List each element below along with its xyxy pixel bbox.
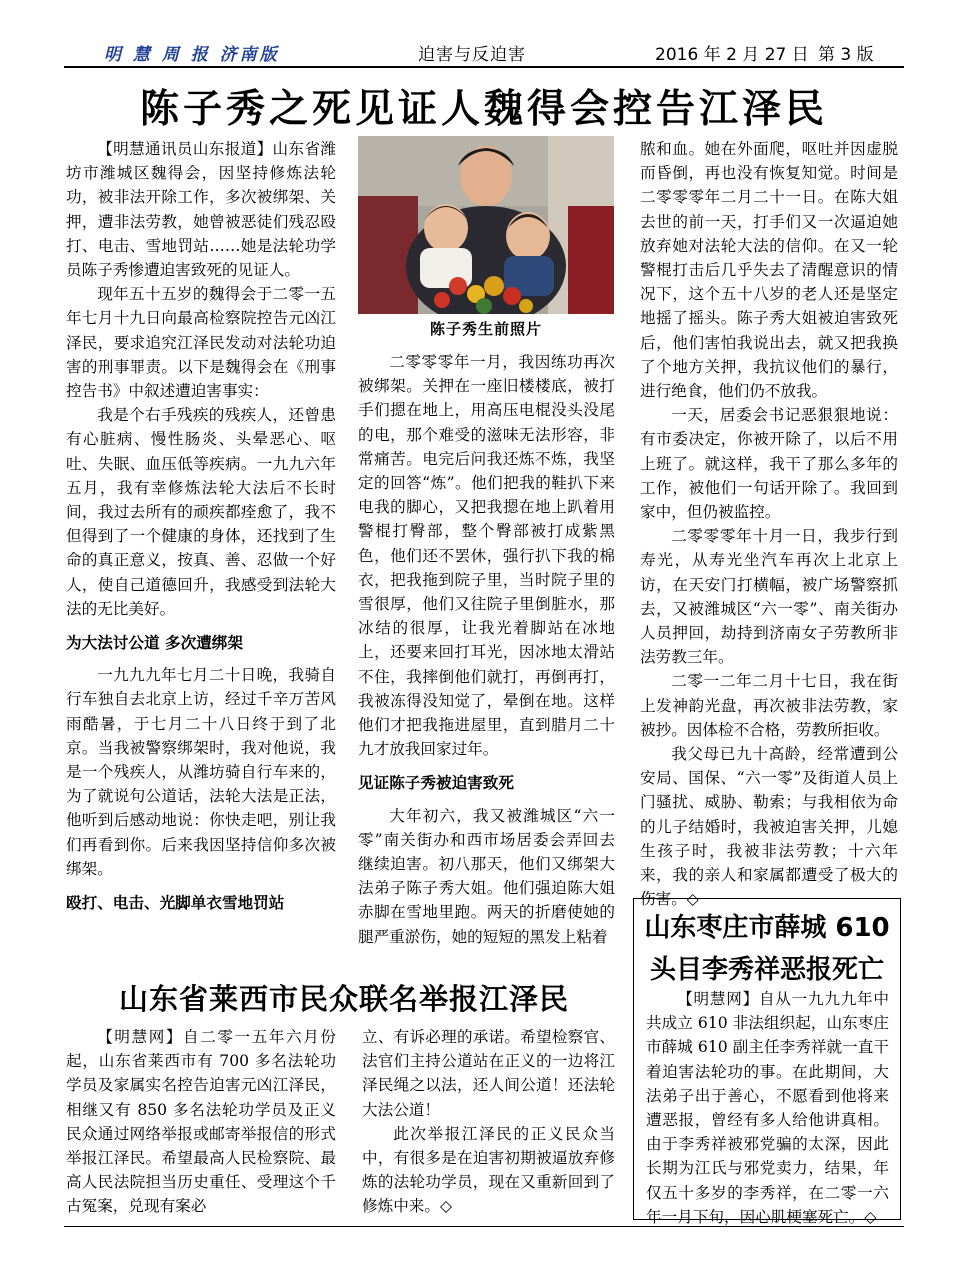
paragraph: 【明慧网】自二零一五年六月份起，山东省莱西市有 700 多名法轮功学员及家属实名控告迫害元凶江泽民，相继又有 850 多名法轮功学员及正义民众通过网络举报或邮寄举报信的形式举报江泽民。希望最高人民检察院、最高人民法院担当历史重任、受理这个千古冤案，兑现有案必	[66, 1028, 336, 1216]
article-body-zaozhuang	[646, 987, 889, 1229]
paragraph: 一天，居委会书记恶狠狠地说：有市委决定，你被开除了，以后不用上班了。就这样，我干了那么多年的工作，被他们一句话开除了。我回到家中，但仍被监控。	[640, 406, 898, 522]
paragraph: 立、有诉必理的承诺。希望检察官、法官们主持公道站在正义的一边将江泽民绳之以法，还人间公道！还法轮大法公道！	[362, 1028, 615, 1119]
footer-rule	[64, 1226, 904, 1227]
newspaper-brand: 明 慧 周 报 济南版	[104, 45, 280, 65]
paragraph: 脓和血。她在外面爬，呕吐并因虚脱而昏倒，再也没有恢复知觉。时间是二零零零年二月二十一日。在陈大姐去世的前一天，打手们又一次逼迫她放弃她对法轮大法的信仰。在又一轮警棍打击后几乎失去了清醒意识的情况下，这个五十八岁的老人还是坚定地摇了摇头。陈子秀大姐被迫害致死后，他们害怕我说出去，就又把我换了个地方关押，我抗议他们的暴行，进行绝食，他们仍不放我。	[640, 140, 898, 401]
photo-caption: 陈子秀生前照片	[429, 320, 542, 338]
article-title-zaozhuang	[634, 907, 900, 991]
section-heading: 见证陈子秀被迫害致死	[358, 774, 514, 793]
paragraph: 【明慧通讯员山东报道】山东省潍坊市潍城区魏得会，因坚持修炼法轮功，被非法开除工作，多次被绑架、关押，遭非法劳教，她曾被恶徒们残忍殴打、电击、雪地罚站……她是法轮功学员陈子秀惨遭迫害致死的见证人。	[66, 140, 336, 280]
paragraph: 【明慧网】自从一九九九年中共成立 610 非法组织起，山东枣庄市薛城 610 副主任李秀祥就一直干着迫害法轮功的事。在此期间，大法弟子出于善心，不愿看到他将来遭恶报，曾经有多人给他讲真相。由于李秀祥被邪党骗的太深，因此长期为江氏与邪党卖力，结果，年仅五十多岁的李秀祥，在二零一六年一月下旬，因心肌梗塞死亡。◇	[646, 990, 889, 1226]
issue-date: 2016 年 2 月 27 日	[655, 45, 809, 65]
boxed-article	[633, 898, 901, 1226]
paragraph: 二零零零年一月，我因练功再次被绑架。关押在一座旧楼楼底，被打手们摁在地上，用高压电棍没头没尾的电，那个难受的滋味无法形容，非常痛苦。电完后问我还炼不炼，我坚定的回答“炼”。他们把我的鞋扒下来电我的脚心，又把我摁在地上趴着用警棍打臀部，整个臀部被打成紫黑色，他们还不罢休，强行扒下我的棉衣，把我拖到院子里，当时院子里的雪很厚，他们又往院子里倒脏水，那冰结的很厚，让我光着脚站在冰地上，还要来回打耳光，因冰地太滑站不住，我摔倒他们就打，再倒再打，我被冻得没知觉了，晕倒在地。这样他们才把我拖进屋里，直到腊月二十九才放我回家过年。	[358, 353, 615, 759]
title-line-2: 头目李秀祥恶报死亡	[649, 955, 884, 985]
paragraph: 现年五十五岁的魏得会于二零一五年七月十九日向最高检察院控告元凶江泽民，要求追究江泽民发动对法轮功迫害的刑事罪责。以下是魏得会在《刑事控告书》中叙述遭迫害事实：	[66, 285, 336, 401]
paragraph: 此次举报江泽民的正义民众当中，有很多是在迫害初期被逼放弃修炼的法轮功学员，现在又重新回到了修炼中来。◇	[362, 1124, 615, 1216]
title-line-1: 山东枣庄市薛城 610	[644, 913, 890, 943]
header-rule	[64, 66, 904, 68]
paragraph: 二零一二年二月十七日，我在街上发神韵光盘，再次被非法劳教，家被抄。因体检不合格，劳教所拒收。	[640, 672, 898, 739]
paragraph: 我父母已九十高龄，经常遭到公安局、国保、“六一零”及街道人员上门骚扰、威胁、勒索；与我相依为命的儿子结婚时，我被迫害关押，儿媳生孩子时，我被非法劳教；十六年来，我的亲人和家属都遭受了极大的伤害。◇	[640, 745, 898, 909]
paragraph: 大年初六，我又被潍城区“六一零”南关街办和西市场居委会弄回去继续迫害。初八那天，他们又绑架大法弟子陈子秀大姐。他们强迫陈大姐赤脚在雪地里跑。两天的折磨使她的腿严重淤伤，她的短短的黑发上粘着	[358, 806, 615, 946]
paragraph: 我是个右手残疾的残疾人，还曾患有心脏病、慢性肠炎、头晕恶心、呕吐、失眠、血压低等疾病。一九九六年五月，我有幸修炼法轮大法后不长时间，我过去所有的顽疾都痊愈了，我不但得到了一个健康的身体，还找到了生命的真正意义，按真、善、忍做一个好人，使自己道德回升，我感受到法轮大法的无比美好。	[66, 406, 336, 618]
article-title: 陈子秀之死见证人魏得会控告江泽民	[139, 87, 828, 132]
article-column-laixi-2	[362, 1025, 615, 1219]
section-name: 迫害与反迫害	[418, 45, 526, 65]
article-column-3	[640, 137, 898, 912]
page-number: 第 3 版	[818, 45, 874, 65]
paragraph: 二零零零年十月一日，我步行到寿光，从寿光坐汽车再次上北京上访，在天安门打横幅，被广场警察抓去，又被潍城区“六一零”、南关街办人员押回，劫持到济南女子劳教所非法劳教三年。	[640, 527, 898, 667]
article-column-laixi-1	[66, 1025, 336, 1219]
article-title-laixi: 山东省莱西市民众联名举报江泽民	[118, 982, 569, 1016]
section-heading: 为大法讨公道 多次遭绑架	[66, 634, 243, 653]
article-column-1	[66, 137, 336, 923]
portrait-photo	[358, 136, 614, 314]
article-column-2	[358, 350, 615, 949]
paragraph: 一九九九年七月二十日晚，我骑自行车独自去北京上访，经过千辛万苦风雨酷暑，于七月二十八日终于到了北京。当我被警察绑架时，我对他说，我是一个残疾人，从潍坊骑自行车来的，为了就说句公道话，法轮大法是正法，他听到后感动地说：你快走吧，别让我们再看到你。后来我因坚持信仰多次被绑架。	[66, 666, 336, 878]
section-heading: 殴打、电击、光脚单衣雪地罚站	[66, 894, 285, 913]
